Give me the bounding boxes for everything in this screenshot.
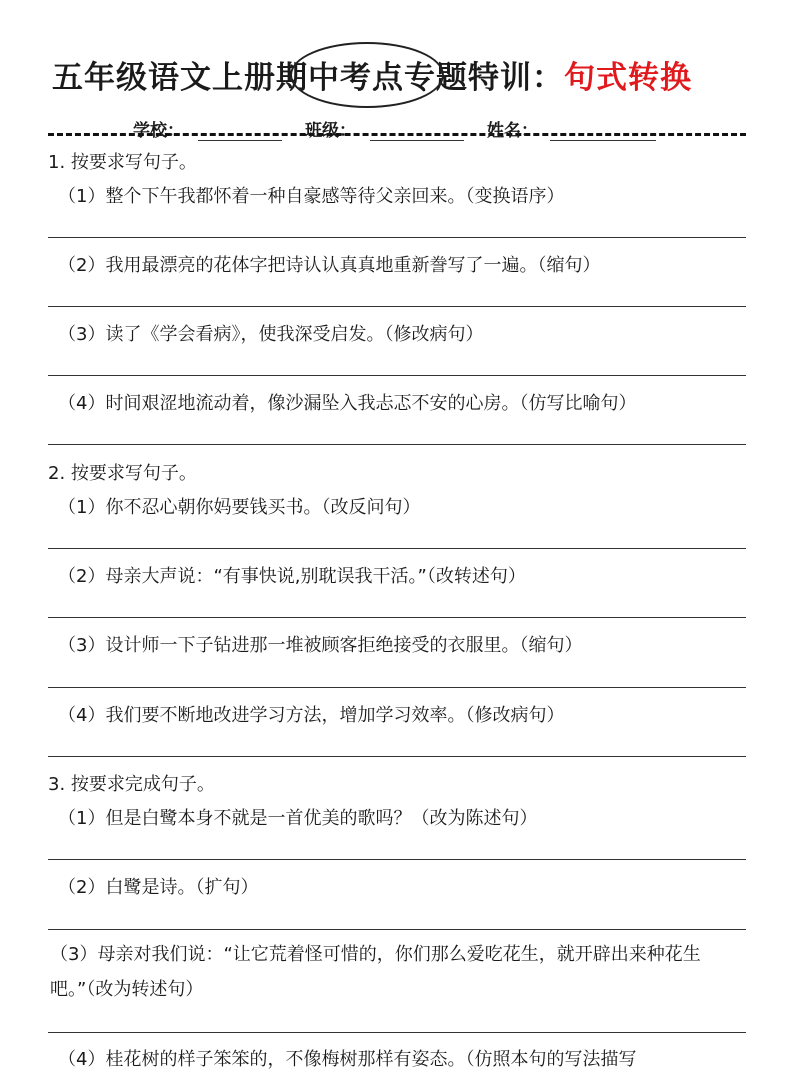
title-main: 五年级语文上册期中考点专题特训： xyxy=(52,60,564,96)
question-2-1: （1）你不忍心朝你妈要钱买书。（改反问句） xyxy=(58,497,421,518)
school-field[interactable] xyxy=(198,140,282,141)
section-3-heading: 3. 按要求完成句子。 xyxy=(48,774,215,795)
title-area xyxy=(0,40,793,102)
class-field[interactable] xyxy=(370,140,464,141)
student-info-row xyxy=(0,116,793,144)
answer-line[interactable] xyxy=(48,859,746,860)
answer-line[interactable] xyxy=(48,756,746,757)
question-3-1: （1）但是白鹭本身不就是一首优美的歌吗？（改为陈述句） xyxy=(58,808,538,829)
question-3-2: （2）白鹭是诗。（扩句） xyxy=(58,877,259,898)
title-circle-mark xyxy=(290,42,444,108)
question-2-3: （3）设计师一下子钻进那一堆被顾客拒绝接受的衣服里。（缩句） xyxy=(58,635,583,656)
question-2-4: （4）我们要不断地改进学习方法，增加学习效率。（修改病句） xyxy=(58,705,565,726)
question-2-2: （2）母亲大声说：“有事快说,别耽误我干活。”（改转述句） xyxy=(58,566,526,587)
section-2-heading: 2. 按要求写句子。 xyxy=(48,463,197,484)
question-1-4: （4）时间艰涩地流动着，像沙漏坠入我忐忑不安的心房。（仿写比喻句） xyxy=(58,393,637,414)
section-1-heading: 1. 按要求写句子。 xyxy=(48,152,197,173)
answer-line[interactable] xyxy=(48,687,746,688)
answer-line[interactable] xyxy=(48,306,746,307)
question-1-2: （2）我用最漂亮的花体字把诗认认真真地重新誊写了一遍。（缩句） xyxy=(58,255,601,276)
class-label: 班级： xyxy=(305,121,356,141)
answer-line[interactable] xyxy=(48,444,746,445)
question-3-4: （4）桂花树的样子笨笨的，不像梅树那样有姿态。（仿照本句的写法描写 xyxy=(58,1049,637,1070)
answer-line[interactable] xyxy=(48,929,746,930)
answer-line[interactable] xyxy=(48,617,746,618)
answer-line[interactable] xyxy=(48,375,746,376)
question-1-1: （1）整个下午我都怀着一种自豪感等待父亲回来。（变换语序） xyxy=(58,186,565,207)
answer-line[interactable] xyxy=(48,237,746,238)
answer-line[interactable] xyxy=(48,1032,746,1033)
school-label: 学校： xyxy=(133,121,184,141)
name-label: 姓名： xyxy=(487,121,538,141)
question-1-3: （3）读了《学会看病》，使我深受启发。（修改病句） xyxy=(58,324,484,345)
title-highlight: 句式转换 xyxy=(564,60,692,96)
question-3-3: （3）母亲对我们说：“让它荒着怪可惜的，你们那么爱吃花生，就开辟出来种花生吧。”（改为转述句） xyxy=(50,944,701,1000)
name-field[interactable] xyxy=(550,140,656,141)
answer-line[interactable] xyxy=(48,548,746,549)
